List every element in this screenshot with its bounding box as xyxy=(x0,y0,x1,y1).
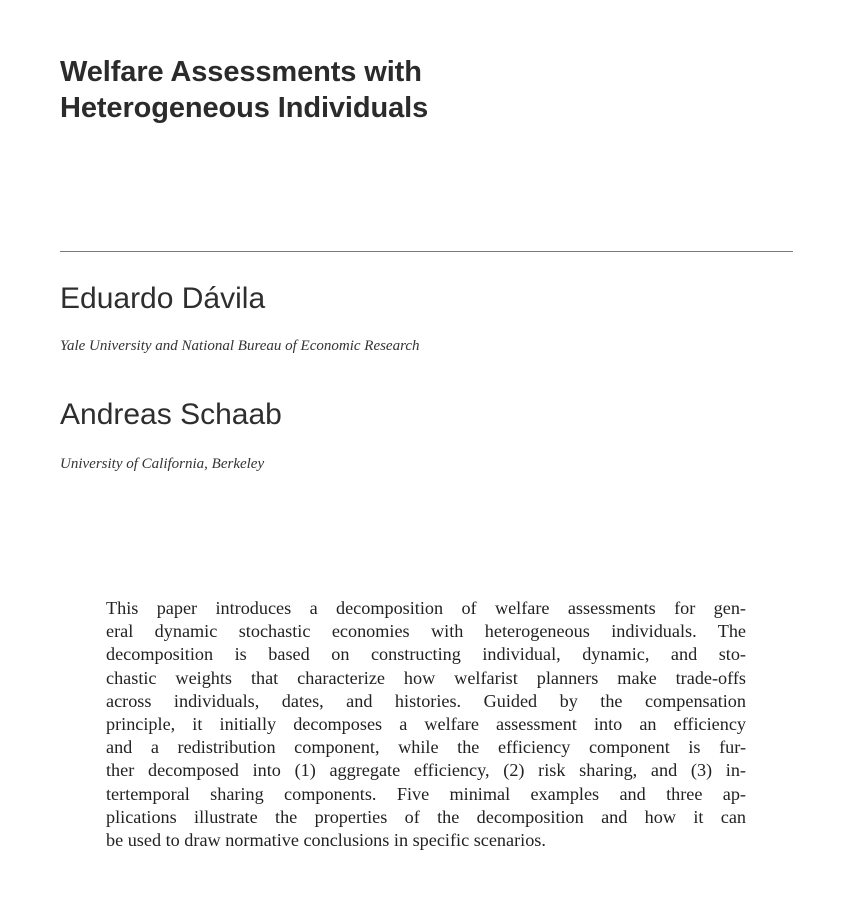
abstract-line: be used to draw normative conclusions in specific scenarios. xyxy=(106,830,546,851)
paper-title xyxy=(60,54,428,126)
abstract-line: ther decomposed into (1) aggregate efficiency, (2) risk sharing, and (3) in- xyxy=(106,760,746,781)
abstract-line: This paper introduces a decomposition of welfare assessments for gen- xyxy=(106,598,746,618)
title-line: Welfare Assessments with xyxy=(60,56,422,88)
abstract-line: plications illustrate the properties of the decomposition and how it can xyxy=(106,806,746,827)
title-divider xyxy=(60,251,793,252)
abstract-line: decomposition is based on constructing individual, dynamic, and sto- xyxy=(106,644,746,665)
abstract-line: principle, it initially decomposes a welfare assessment into an efficiency xyxy=(106,714,746,735)
author-name: Eduardo Dávila xyxy=(60,282,266,315)
abstract-line: across individuals, dates, and histories. Guided by the compensation xyxy=(106,690,746,711)
author-affiliation: University of California, Berkeley xyxy=(60,456,265,472)
abstract-line: eral dynamic stochastic economies with heterogeneous individuals. The xyxy=(106,621,746,642)
title-line: Heterogeneous Individuals xyxy=(60,92,429,124)
abstract-line: and a redistribution component, while the efficiency component is fur- xyxy=(106,737,746,758)
author-name: Andreas Schaab xyxy=(60,398,282,431)
abstract-line: chastic weights that characterize how welfarist planners make trade-offs xyxy=(106,667,746,688)
abstract-line: tertemporal sharing components. Five minimal examples and three ap- xyxy=(106,783,746,804)
author-affiliation: Yale University and National Bureau of Economic Research xyxy=(60,338,420,354)
abstract xyxy=(106,597,746,852)
